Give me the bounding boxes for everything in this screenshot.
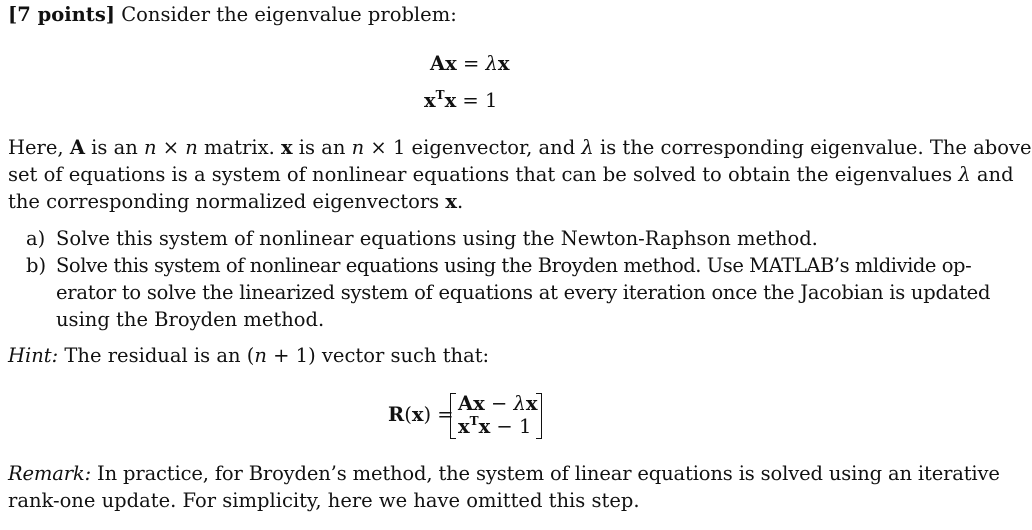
p1-vector-x: x [280,136,293,159]
p2-lambda: λ [958,163,971,186]
eq1-mid: = [456,52,486,75]
p1-text-b: is an [84,136,144,159]
row2-transpose: T [469,414,479,428]
hint-text-a: The residual is an ( [58,344,255,367]
eq1-lambda: λ [485,52,498,75]
residual-vector [450,393,542,439]
row1-lambda: λ [513,392,526,415]
residual-row-1 [458,393,538,415]
remark-line-2 [8,489,640,513]
eq2-transpose: T [435,88,445,102]
left-bracket [450,393,456,439]
p1-text-a: Here, [8,136,70,159]
hint-text-b: + 1) vector such that: [266,344,490,367]
remark-text-2: rank-one update. For simplicity, here we have omitted this step. [8,489,640,512]
residual-lhs [388,403,454,427]
eq1-x: x [497,52,510,75]
remark-label: Remark: [8,462,91,485]
p3-text-b: . [457,190,464,213]
row2-rest: − 1 [490,415,532,438]
eq2-rest: = 1 [456,89,498,112]
points-label: [7 points] [8,3,116,26]
p1-n3: n [351,136,365,159]
row1-Ax: Ax [458,392,485,415]
remark-text-1: In practice, for Broyden’s method, the system of linear equations is solved using an iterative [91,462,1000,485]
list-item-b-cont-1 [56,281,990,305]
list-item-a-text [56,227,818,251]
row1-x: x [525,392,538,415]
item-text-a: Solve this system of nonlinear equations using the Newton-Raphson method. [56,227,818,250]
p2-text-a: set of equations is a system of nonlinear equations that can be solved to obtain the eigenvalues [8,163,959,186]
p3-text-a: the corresponding normalized eigenvectors [8,190,446,213]
hint-n: n [254,344,267,367]
list-item-b-text [56,254,971,278]
list-item-b-cont-2 [56,308,324,332]
p1-matrix-A: A [69,136,85,159]
eq1-lhs: Ax [430,52,457,75]
p3-vector-x: x [445,190,458,213]
p1-text-d: matrix. [197,136,281,159]
p1-text-g: is the corresponding eigenvalue. The above [593,136,1032,159]
p1-text-f: × 1 eigenvector, and [364,136,582,159]
equation-eigen [430,52,510,76]
right-bracket [536,393,542,439]
header-intro: Consider the eigenvalue problem: [115,3,457,26]
row1-minus: − [484,392,514,415]
hint-line [8,344,489,368]
paragraph-line-1 [8,136,1032,160]
paragraph-line-2 [8,163,1014,187]
list-item-b [26,254,46,278]
p1-n2: n [185,136,198,159]
residual-R: R [388,403,405,426]
eq2-x2: x [444,89,457,112]
item-marker-a: a) [26,227,46,250]
eq2-x: x [424,89,436,112]
residual-equals: ) = [423,403,454,426]
item-text-b-cont-2: using the Broyden method. [56,308,325,331]
p1-times: × [156,136,186,159]
p1-n1: n [143,136,157,159]
row2-x: x [458,415,470,438]
residual-x: x [411,403,424,426]
item-text-b-cont-1: erator to solve the linearized system of equations at every iteration once the Jacobian is updated [56,281,991,304]
problem-header [8,3,457,27]
item-marker-b: b) [26,254,47,277]
list-item-a [26,227,45,251]
p1-lambda: λ [581,136,594,159]
row2-x2: x [478,415,491,438]
equation-normalization [424,89,497,115]
hint-label: Hint: [8,344,59,367]
paragraph-line-3 [8,190,463,214]
remark-line-1 [8,462,1000,486]
residual-row-2 [458,416,531,440]
item-text-b: Solve this system of nonlinear equations using the Broyden method. Use MATLAB’s mldivide op- [56,254,972,277]
p2-text-b: and [970,163,1014,186]
residual-paren: ( [404,403,412,426]
p1-text-e: is an [292,136,352,159]
